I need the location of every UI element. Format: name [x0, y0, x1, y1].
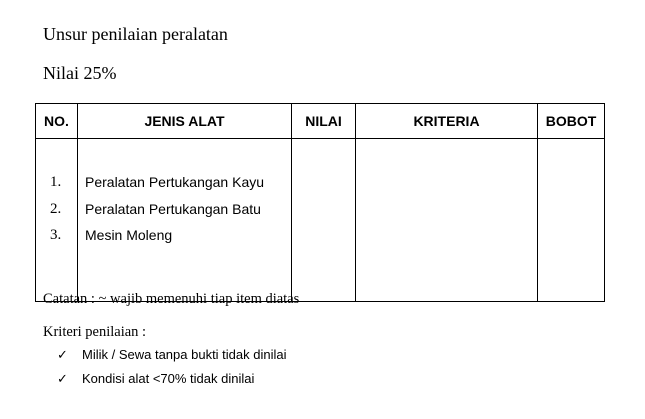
criteria-item	[57, 343, 287, 367]
equipment-table	[35, 103, 605, 302]
number-cell	[36, 139, 78, 302]
equipment-item: Peralatan Pertukangan Kayu	[85, 174, 265, 190]
value-percentage: Nilai 25%	[43, 63, 117, 83]
value-cell	[292, 139, 356, 302]
header-value: NILAI	[292, 104, 356, 139]
equipment-item: Mesin Moleng	[85, 227, 173, 243]
checkmark-icon: ✓	[57, 371, 68, 386]
criteria-item	[57, 367, 287, 391]
header-equipment-type: JENIS ALAT	[78, 104, 292, 139]
row-number: 3.	[50, 227, 62, 243]
criteria-list	[57, 343, 287, 391]
criteria-text: Milik / Sewa tanpa bukti tidak dinilai	[82, 347, 287, 362]
row-number: 2.	[50, 200, 62, 217]
row-number: 1.	[50, 174, 62, 190]
header-criteria: KRITERIA	[356, 104, 538, 139]
equipment-item: Peralatan Pertukangan Batu	[85, 200, 261, 217]
page-title: Unsur penilaian peralatan	[43, 24, 228, 44]
checkmark-icon: ✓	[57, 347, 68, 362]
header-number: NO.	[36, 104, 78, 139]
weight-cell	[538, 139, 605, 302]
criteria-text: Kondisi alat <70% tidak dinilai	[82, 371, 255, 386]
criteria-cell	[356, 139, 538, 302]
criteria-title: Kriteri penilaian :	[43, 324, 147, 340]
note-text: Catatan : ~ wajib memenuhi tiap item diatas	[43, 291, 300, 307]
table-body-row	[36, 139, 605, 302]
header-weight: BOBOT	[538, 104, 605, 139]
table-header-row	[36, 104, 605, 139]
equipment-cell	[78, 139, 292, 302]
